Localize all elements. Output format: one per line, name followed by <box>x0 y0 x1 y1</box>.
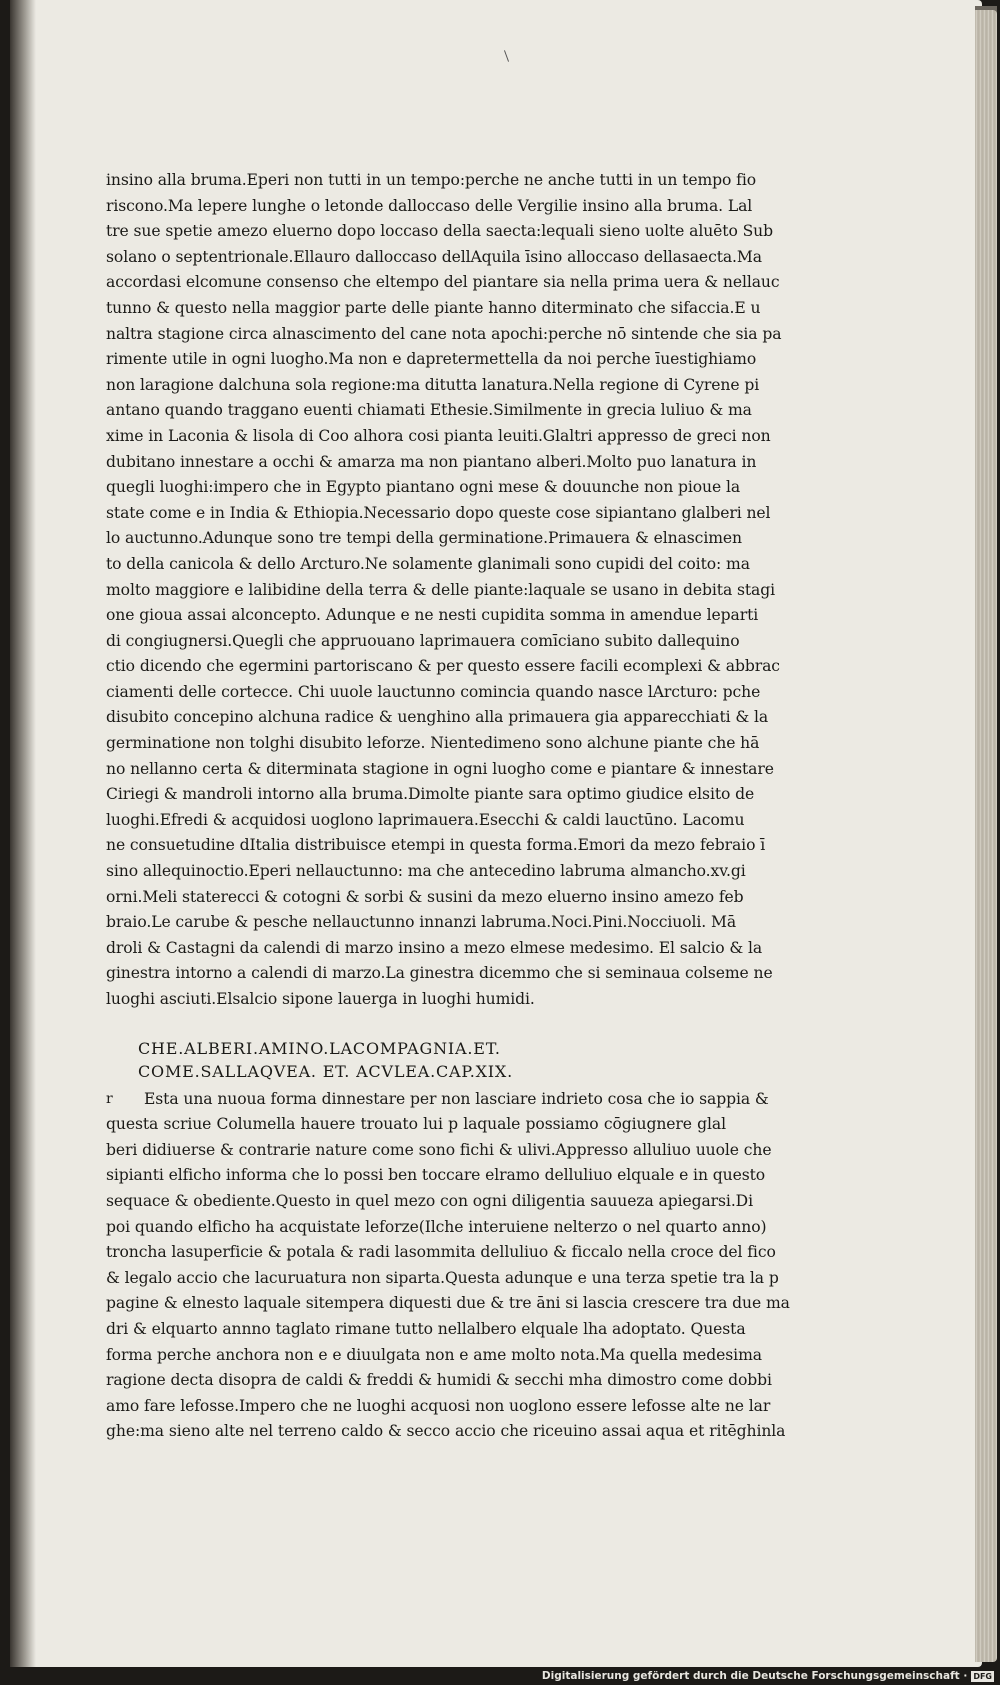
guide-letter: r <box>106 1090 113 1107</box>
text-line: Esta una nuoua forma dinnestare per non lasciare indrieto cosa che io sappia & <box>144 1089 769 1108</box>
gutter-shadow <box>10 0 36 1667</box>
text-line: questa scriue Columella hauere trouato lui p laquale possiamo cōgiugnere glal <box>106 1115 726 1134</box>
text-line: insino alla bruma.Eperi non tutti in un tempo:perche ne anche tutti in un tempo fio <box>106 171 757 189</box>
text-line: molto maggiore e lalibidine della terra & delle piante:laquale se usano in debita stagi <box>106 580 776 599</box>
chapter-body <box>106 1087 790 1445</box>
text-line: ciamenti delle cortecce. Chi uuole lauctunno comincia quando nasce lArcturo: pche <box>106 682 761 701</box>
digitization-credit <box>542 1669 994 1683</box>
text-line: one giouа assai alconcepto. Adunque e ne nesti cupidita somma in amendue leparti <box>106 606 759 625</box>
heading-line: CHE.ALBERI.AMINO.LACOMPAGNIA.ET. <box>138 1038 501 1058</box>
text-line: solano o septentrionale.Ellauro dalloccaso dellAquila īsino alloccaso dellasaecta.Ma <box>106 247 762 266</box>
text-line: non laragione dalchuna sola regione:ma ditutta lanatura.Nella regione di Cyrene pi <box>106 375 760 394</box>
text-line: ginestra intorno a calendi di marzo.La ginestra dicemmo che si seminaua colseme ne <box>106 964 773 983</box>
text-line: disubito concepino alchuna radice & uenghino alla primauera gia apparecchiati & la <box>106 708 769 727</box>
text-line: troncha lasuperficie & potala & radi lasommita delluliuo & ficcalo nella croce del fico <box>106 1243 776 1262</box>
text-line: riscono.Ma lepere lunghe o letonde dalloccaso delle Vergilie insino alla bruma. Lal <box>106 196 753 215</box>
text-line: dri & elquarto annno taglato rimane tutto nellalbero elquale lha adoptato. Questa <box>106 1319 746 1338</box>
text-line: sequace & obediente.Questo in quel mezo con ogni diligentia sauueza apiegarsi.Di <box>106 1191 753 1210</box>
text-line: accordasi elcomune consenso che eltempo del piantare sia nella prima uera & nellauc <box>106 273 780 292</box>
text-line: beri didiuerse & contrarie nature come sono fichi & ulivi.Appresso alluliuo uuole che <box>106 1140 772 1159</box>
text-line: & legalo accio che lacuruatura non siparta.Questa adunque e una terza spetie tra la p <box>106 1268 779 1287</box>
page-edges <box>975 10 997 1662</box>
text-line: naltra stagione circa alnascimento del cane nota apochi:perche nō sintende che sia pa <box>106 324 782 343</box>
text-line: ne consuetudine dItalia distribuisce etempi in questa forma.Emori da mezo febraio ī <box>106 836 766 855</box>
text-line: luoghi asciuti.Elsalcio sipone lauerga in luoghi humidi. <box>106 990 535 1008</box>
text-line: poi quando elficho ha acquistate leforze(Ilche interuiene nelterzo o nel quarto anno) <box>106 1217 767 1236</box>
text-line: ctio dicendo che egermini partoriscano & per questo essere facili ecomplexi & abbrac <box>106 657 780 676</box>
text-line: quegli luoghi:impero che in Egypto piantano ogni mese & douunche non pioue la <box>106 478 741 497</box>
text-line: rimente utile in ogni luogho.Ma non e dapretermettella da noi perche īuestighiamo <box>106 350 757 369</box>
credit-text: Digitalisierung gefördert durch die Deutsche Forschungsgemeinschaft · <box>541 1670 968 1682</box>
text-line: tre sue spetie amezo eluerno dopo loccaso della saecta:lequali sieno uolte aluēto Sub <box>106 222 774 241</box>
text-line: droli & Castagni da calendi di marzo insino a mezo elmese medesimo. El salcio & la <box>106 938 763 957</box>
text-line: amo fare lefosse.Impero che ne luoghi acquosi non uoglono essere lefosse alte ne lar <box>106 1396 771 1415</box>
text-line: xime in Laconia & lisola di Coo alhora cosi pianta leuiti.Glaltri appresso de greci non <box>106 426 771 445</box>
text-line: to della canicola & dello Arcturo.Ne solamente glanimali sono cupidi del coito: ma <box>106 554 750 573</box>
tick-mark <box>504 50 509 62</box>
text-line: lo auctunno.Adunque sono tre tempi della germinatione.Primauera & elnascimen <box>106 529 742 548</box>
chapter-heading <box>138 1037 726 1083</box>
text-line: di congiugnersi.Quegli che appruouano laprimauera comīciano subito dallequino <box>106 631 740 650</box>
text-line: forma perche anchora non e e diuulgata non e ame molto nota.Ma quella medesima <box>106 1345 762 1364</box>
book-page <box>10 0 982 1667</box>
text-line: pagine & elnesto laquale sitempera diquesti due & tre āni si lascia crescere tra due ma <box>106 1294 790 1313</box>
dfg-logo: DFG <box>973 1671 992 1681</box>
body-paragraph <box>106 168 782 1013</box>
text-column <box>106 168 790 1445</box>
text-line: tunno & questo nella maggior parte delle piante hanno diterminato che sifaccia.E u <box>106 298 761 317</box>
text-line: orni.Meli staterecci & cotogni & sorbi & susini da mezo eluerno insino amezo feb <box>106 887 744 906</box>
text-line: braio.Le carube & pesche nellauctunno innanzi labruma.Noci.Pini.Nocciuoli. Mā <box>106 913 737 932</box>
text-line: luoghi.Efredi & acquidosi uoglono laprimauera.Esecchi & caldi lauctūno. Lacomu <box>106 810 745 829</box>
text-line: state come e in India & Ethiopia.Necessario dopo queste cose sipiantano glalberi nel <box>106 503 771 522</box>
text-line: ghe:ma sieno alte nel terreno caldo & secco accio che riceuino assai aqua et ritēghinla <box>106 1422 786 1441</box>
text-line: no nellanno certa & diterminata stagione in ogni luogho come e piantare & innestare <box>106 759 774 778</box>
text-line: sino allequinoctio.Eperi nellauctunno: ma che antecedino labruma almancho.xv.gi <box>106 862 746 881</box>
chapter-paragraph <box>106 1087 790 1445</box>
text-line: Ciriegi & mandroli intorno alla bruma.Dimolte piante sara optimo giudice elsito de <box>106 785 755 804</box>
text-line: antano quando traggano euenti chiamati Ethesie.Similmente in grecia luliuo & ma <box>106 401 752 420</box>
heading-line: COME.SALLAQVEA. ET. ACVLEA.CAP.XIX. <box>138 1061 513 1081</box>
text-line: dubitano innestare a occhi & amarza ma non piantano alberi.Molto puo lanatura in <box>106 452 757 471</box>
text-line: ragione decta disopra de caldi & freddi & humidi & secchi mha dimostro come dobbi <box>106 1371 772 1390</box>
text-line: sipianti elficho informa che lo possi ben toccare elramo delluliuo elquale e in questo <box>106 1166 766 1185</box>
text-line: germinatione non tolghi disubito leforze. Nientedimeno sono alchune piante che hā <box>106 734 760 753</box>
